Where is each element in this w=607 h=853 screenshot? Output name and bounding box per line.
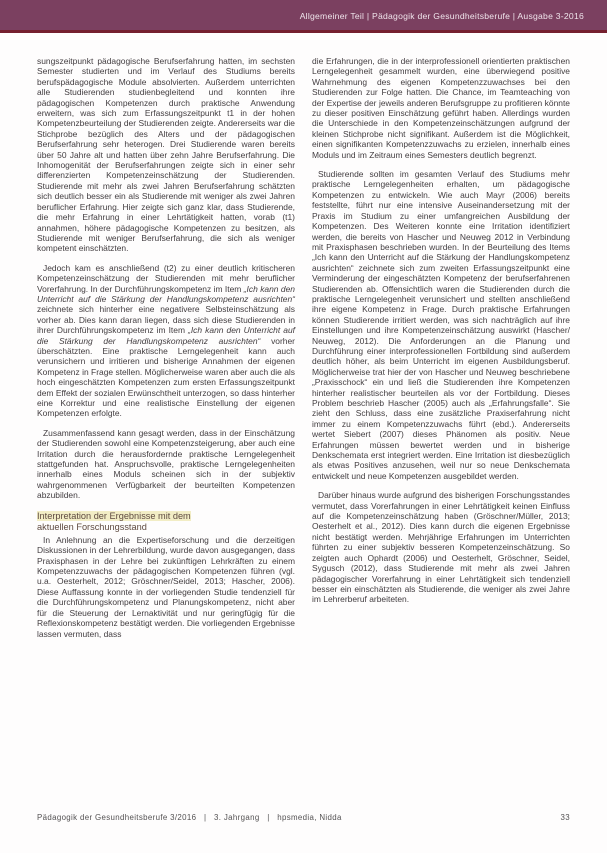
paragraph-text: Jedoch kam es anschließend (t2) zu einer deutlich kritischeren Kompetenzeinschätzung der Studierenden mit mehr beruflicher Vorerfahrung. In der Durchführungskompetenz im Item [37,262,295,294]
paragraph-text: Studierende sollten im gesamten Verlauf des Studiums mehr praktische Lerngelegenheiten erhalten, um pädagogische Kompetenzen zu entwickeln. Wie auch Mayr (2006) bereits feststellte, führt nur eine intensive Auseinandersetzung mit der Praxis im Studium zu einer umfangreichen Ausbildung der Kompetenzen. Des Weiteren konnte eine Irritation identifiziert werden, die bereits von Hascher und Neuweg 2012 in Verbindung mit Praxisphasen beschrieben wurden. In der Beurteilung des Items „Ich kann den Unterricht auf die Stärkung der Handlungskompetenz ausrichten“ zeichnete sich zum zweiten Erfassungszeitpunkt eine Verminderung der eingeschätzten Kompetenz der berufserfahrenen Studierenden ab. Offensichtlich waren die Studierenden durch die praktische Lerngelegenheit verunsichert und stellten anschließend ihre eigene Kompetenz in Frage. Durch praktische Erfahrungen können Studierende irritiert werden, was sich nachträglich auf ihre Einstellungen und ihre Kompetenzeinschätzung auswirkt (Hascher/ Neuweg, 2012). Die Anforderungen an die Planung und Durchführung einer interprofessionellen Fortbildung sind außerdem deutlich höher, als beim Unterricht im eigenen Ausbildungsberuf. Möglicherweise trat hier der von Hascher und Neuweg beschriebene „Praxisschock“ ein und ließ die Studierenden ihre Kompetenzen hinterher realistischer beurteilen als vor der Fortbildung. Dieses Problem beschrieb Hascher (2005) auch als „Erfahrungsfalle“. Sie zieht den Schluss, dass eine zusätzliche Praxiserfahrung nicht immer zu einem Kompetenzzuwachs führt (ebd.). Andererseits wertet Siebert (2007) dieses Phänomen als positiv. Neue Erfahrungen müssen bewertet werden und in bisherige Denkschemata erst integriert werden. Eine Irritation ist diesbezüglich als etwas Positives anzusehen, weil nur so neue Denkschemata entwickelt und neue Kompetenzen ausgebildet werden. [312,169,570,481]
section-heading-line: Interpretation der Ergebnisse mit dem [37,510,191,521]
text-column-right [312,56,570,605]
page-number: 33 [560,813,570,822]
body-paragraph [37,535,295,639]
text-column-left [37,56,295,639]
paragraph-text: zeichnete sich hinterher eine negativere Selbsteinschätzung als vorher ab. Dies kann daran liegen, dass sich diese Studierenden in ihrer Durchführungskompetenz im Item [37,304,295,336]
body-paragraph [312,490,570,604]
page-footer [37,813,570,822]
body-paragraph [312,56,570,160]
header-rule [0,30,607,33]
paragraph-text: sungszeitpunkt pädagogische Berufserfahrung hatten, im sechsten Semester studierten und im Verlauf des Studiums bereits berufspädagogische Module absolvierten. Außerdem unterrichten alle Studierenden studienbegleitend und konnten ihre pädagogischen Kompetenzen durch praktische Anwendung erweitern, was sich zum Erfassungszeitpunkt t1 in der hohen Kompetenzbeurteilung der Studierenden zeigte. Andererseits war die Stichprobe bezüglich des Alters und der pädagogischen Berufserfahrung sehr heterogen. Drei Studierende waren bereits über 50 Jahre alt und hatten über zehn Jahre Berufserfahrung. Die Inhomogenität der Berufserfahrungen zeigte sich in einer sehr differenzierten Kompetenzeinschätzung der Studierenden. Studierende mit mehr als zwei Jahren Berufserfahrung schätzten sich deutlich besser ein als Studierende mit weniger als zwei Jahren beruflicher Erfahrung. Hier zeigte sich ganz klar, dass Studierende, die mehr Erfahrung in einer Lehrtätigkeit hatten, vorab (t1) annahmen, höhere pädagogische Kompetenzen zu besitzen, als Studierende mit weniger Berufserfahrung, die sich als weniger kompetent einschätzten. [37,56,295,254]
footer-journal-info: Pädagogik der Gesundheitsberufe 3/2016 | 3. Jahrgang | hpsmedia, Nidda [37,813,342,822]
item-quote-italic: „Ich kann den Unterricht auf die Stärkung der Handlungskompetenz ausrichten“ [37,283,295,304]
body-paragraph [37,428,295,501]
paragraph-text: vorher überschätzten. Eine praktische Lerngelegenheit kann auch verunsichern und irritieren und bisherige Annahmen der eigenen Kompetenz in Frage stellen. Möglicherweise waren aber auch die als hoch eingeschätzten Kompetenzen zum ersten Erfassungszeitpunkt dem Effekt der sozialen Erwünschtheit unterzogen, so dass hinterher eine Korrektur und eine realistische Einstellung der eigenen Kompetenzen erfolgte. [37,335,295,419]
paragraph-text: die Erfahrungen, die in der interprofessionell orientierten praktischen Lerngelegenheit gesammelt wurden, eine überwiegend positive Wahrnehmung des eigenen Kompetenzzuwachses bei den Studierenden zur Folge hatten. Die Chance, im Teamteaching von der Expertise der jeweils anderen Berufsgruppe zu profitieren könnte zu dieser positiven Einschätzung geführt haben. Allerdings wurden die Unterschiede in den Kompetenzeinschätzungen aufgrund der kleinen Stichprobe nicht signifikant. Außerdem ist die Möglichkeit, einen signifikanten Kompetenzzuwachs zu erzielen, innerhalb eines Moduls und im Zeitraum eines Semesters deutlich begrenzt. [312,56,570,160]
body-paragraph [312,169,570,481]
section-heading [37,511,295,534]
section-heading-line: aktuellen Forschungsstand [37,522,147,533]
running-head: Allgemeiner Teil | Pädagogik der Gesundheitsberufe | Ausgabe 3-2016 [299,11,584,21]
body-paragraph [37,263,295,419]
paragraph-text: Zusammenfassend kann gesagt werden, dass in der Einschätzung der Studierenden sowohl eine Kompetenzsteigerung, aber auch eine Irritation durch die herausfordernde praktische Lerngelegenheit stattgefunden hat. Anspruchsvolle, praktische Lerngelegenheiten innerhalb eines Moduls scheinen sich in der subjektiv wahrgenommenen Verfügbarkeit der beurteilten Kompetenzen abzubilden. [37,427,295,501]
item-quote-italic: „Ich kann den Unterricht auf die Stärkung der Handlungskompetenz ausrichten“ [37,325,295,346]
paragraph-text: In Anlehnung an die Expertiseforschung und die derzeitigen Diskussionen in der Lehrerbildung, wurde davon ausgegangen, dass Praxisphasen in der Lehre bei zukünftigen Lehrkräften zu einem Kompetenzzuwachs der pädagogischen Kompetenzen führen (vgl. u.a. Oesterhelt, 2012; Gröschner/Seidel, 2013; Hascher, 2006). Diese Auffassung konnte in der vorliegenden Studie tendenziell für die Durchführungskompetenz und Planungskompetenz, nicht aber für die Steuerung der Lernaktivität und nur geringfügig für die Reflexionskompetenz bestätigt werden. Die vorliegenden Ergebnisse lassen vermuten, dass [37,534,295,639]
page-header-bar [0,0,607,30]
body-paragraph [37,56,295,254]
paragraph-text: Darüber hinaus wurde aufgrund des bisherigen Forschungsstandes vermutet, dass Vorerfahrungen in einer Lehrtätigkeit keinen Einfluss auf die Kompetenzeinschätzung haben (Gröschner/Müller, 2013; Oesterhelt et al., 2012). Dies kann durch die eigenen Ergebnisse nicht bestätigt werden. Mehrjährige Erfahrungen im Unterrichten führten zu einer subjektiv besseren Kompetenzeinschätzung. So zeigten auch Ophardt (2006) und Oesterhelt, Gröschner, Seidel, Sygusch (2012), dass Studierende mit mehr als zwei Jahren pädagogischer Vorerfahrung in einer Lehrtätigkeit sich tendenziell besser ein einschätzten als Studierende, die weniger als zwei Jahre im Lehrerberuf arbeiteten. [312,490,570,605]
